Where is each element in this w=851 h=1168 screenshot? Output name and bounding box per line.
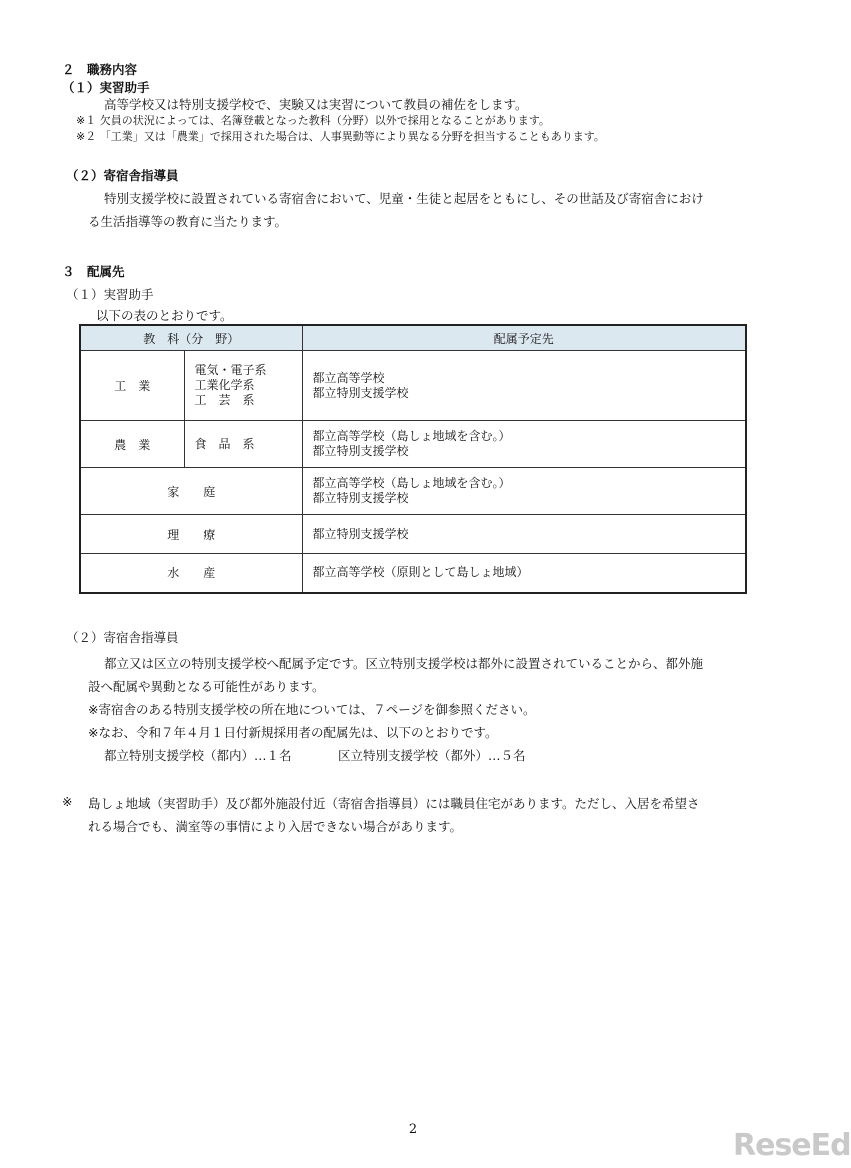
dorm-assign-line-4: ※なお、令和７年４月１日付新規採用者の配属先は、以下のとおりです。 xyxy=(88,725,498,740)
subsection-title-dorm-instructor: （２）寄宿舎指導員 xyxy=(66,168,179,183)
destination-cell xyxy=(302,515,746,554)
field-cell xyxy=(184,351,302,421)
subject-cell: 理 療 xyxy=(80,515,302,554)
dorm-assign-count-ward: 区立特別支援学校（都外）…５名 xyxy=(338,748,526,763)
destination-line: 都立特別支援学校 xyxy=(312,444,409,458)
destination-cell xyxy=(302,351,746,421)
field-line: 食 品 系 xyxy=(194,436,255,451)
dorm-assign-line-2: 設へ配属や異動となる可能性があります。 xyxy=(88,679,325,694)
note-1: ※１ 欠員の状況によっては、名簿登載となった教科（分野）以外で採用となることがあります。 xyxy=(76,114,550,127)
subject-cell: 家 庭 xyxy=(80,468,302,515)
table-row xyxy=(80,515,746,554)
field-line: 電気・電子系 xyxy=(194,363,267,377)
destination-line: 都立高等学校（島しょ地域を含む。） xyxy=(312,476,511,490)
watermark-logo: ReseEd xyxy=(733,1128,851,1163)
table-header-row xyxy=(80,325,746,351)
table-row xyxy=(80,468,746,515)
subject-cell: 水 産 xyxy=(80,554,302,593)
footnote-line-1: 島しょ地域（実習助手）及び都外施設付近（寄宿舎指導員）には職員住宅があります。ただし、入居を希望さ xyxy=(88,796,700,811)
dorm-duty-line-1: 特別支援学校に設置されている寄宿舎において、児童・生徒と起居をともにし、その世話及び寄宿舎におけ xyxy=(104,191,704,206)
destination-line: 都立特別支援学校 xyxy=(312,385,409,400)
subsection-title-dorm-assign: （２）寄宿舎指導員 xyxy=(66,630,179,645)
destination-cell xyxy=(302,421,746,468)
dorm-assign-line-1: 都立又は区立の特別支援学校へ配属予定です。区立特別支援学校は都外に設置されていることから、都外施 xyxy=(104,656,704,671)
field-cell xyxy=(184,421,302,468)
subsection-title-lab-assistant: （１）実習助手 xyxy=(62,80,150,95)
destination-cell xyxy=(302,468,746,515)
field-line: 工業化学系 xyxy=(194,378,255,392)
dorm-duty-line-2: る生活指導等の教育に当たります。 xyxy=(88,214,288,229)
subject-cell: 農 業 xyxy=(80,421,184,468)
destination-line: 都立特別支援学校 xyxy=(312,526,409,541)
table-row xyxy=(80,421,746,468)
lab-assistant-duty: 高等学校又は特別支援学校で、実験又は実習について教員の補佐をします。 xyxy=(104,97,528,112)
page-number: 2 xyxy=(408,1122,418,1137)
table-intro: 以下の表のとおりです。 xyxy=(96,308,233,323)
assignment-table xyxy=(79,324,747,594)
header-destination: 配属予定先 xyxy=(302,325,746,351)
note-2: ※２ 「工業」又は「農業」で採用された場合は、人事異動等により異なる分野を担当することもあります。 xyxy=(76,130,605,143)
destination-line: 都立高等学校（原則として島しょ地域） xyxy=(312,565,529,580)
destination-cell xyxy=(302,554,746,593)
destination-line: 都立特別支援学校 xyxy=(312,491,409,505)
table-row xyxy=(80,554,746,593)
table-row xyxy=(80,351,746,421)
footnote-line-2: れる場合でも、満室等の事情により入居できない場合があります。 xyxy=(88,819,463,834)
subject-cell: 工 業 xyxy=(80,351,184,421)
destination-line: 都立高等学校（島しょ地域を含む。） xyxy=(312,429,511,443)
dorm-assign-line-3: ※寄宿舎のある特別支援学校の所在地については、７ページを御参照ください。 xyxy=(88,702,536,717)
destination-line: 都立高等学校 xyxy=(312,370,385,385)
dorm-assign-count-metro: 都立特別支援学校（都内）…１名 xyxy=(104,748,292,763)
field-line: 工 芸 系 xyxy=(194,393,255,407)
section-heading-assignment: ３ 配属先 xyxy=(62,264,125,279)
subsection-title-lab-assistant-assign: （１）実習助手 xyxy=(66,287,154,302)
section-heading-duties: ２ 職務内容 xyxy=(62,62,138,77)
footnote-mark: ※ xyxy=(62,794,73,809)
header-subject: 教 科（分 野） xyxy=(80,325,302,351)
